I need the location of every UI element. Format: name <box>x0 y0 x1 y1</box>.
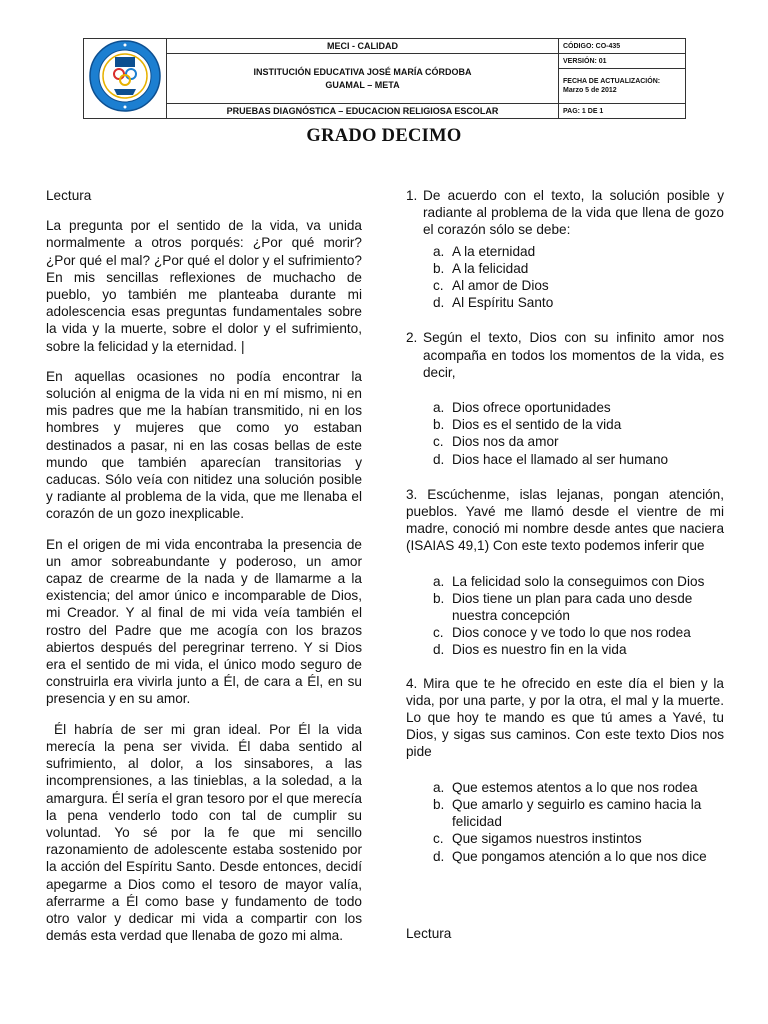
option-item: c. Dios conoce y ve todo lo que nos rodea <box>433 625 691 641</box>
reading-paragraph: Él habría de ser mi gran ideal. Por Él la vida merecía la pena ser vivida. Él daba sentido al sufrimiento, al dolor, a los sinsabores, a las incomprensiones, a las tinieblas, a la soledad, a la amargura. Él sería el gran tesoro por el que merecía la pena venderlo todo con tal de cumplir su voluntad. Yo sé por la fe que mi sencillo razonamiento de adolescente estaba sostenido por la acción del Espíritu Santo. Desde entonces, decidí apegarme a Dios como el tesoro de mayor valía, aferrarme a Él como base y fundamento de todo otro valor y dedicar mi vida a compartir con los demás esta verdad que llenaba de gozo mi alma. <box>46 721 362 944</box>
question-1 <box>406 187 724 239</box>
page-cell: PAG: 1 DE 1 <box>559 104 686 119</box>
update-date: Marzo 5 de 2012 <box>563 87 617 94</box>
question-text: Mira que te he ofrecido en este día el bien y la vida, por una parte, y por la otra, el mal y la muerte. Lo que hoy te mando es que tú ames a Yavé, tu Dios, y sigas sus caminos. Con este texto Dios nos pide <box>406 675 724 760</box>
option-item: c. Dios nos da amor <box>433 434 559 450</box>
question-number: 2. <box>406 330 418 346</box>
option-item: a. La felicidad solo la conseguimos con Dios <box>433 573 705 589</box>
option-item: d. Que pongamos atención a lo que nos dice <box>433 848 707 864</box>
test-title-cell: PRUEBAS DIAGNÓSTICA – EDUCACION RELIGIOSA ESCOLAR <box>167 104 559 119</box>
version-cell: VERSIÓN: 01 <box>559 54 686 69</box>
question-3 <box>406 486 724 555</box>
page-title: GRADO DECIMO <box>306 126 462 146</box>
question-3-options <box>406 573 724 659</box>
option-item: b. A la felicidad <box>433 260 529 276</box>
reading-heading: Lectura <box>46 188 92 203</box>
second-reading-heading: Lectura <box>406 925 452 941</box>
question-text: De acuerdo con el texto, la solución posible y radiante al problema de la vida que llena de gozo el corazón sólo se debe: <box>423 188 724 238</box>
reading-paragraph: En el origen de mi vida encontraba la presencia de un amor sobreabundante y poderoso, un amor capaz de crearme de la nada y de llamarme a la existencia; del amor único e incomparable de Dios, mi Creador. Y al final de mi vida veía también el rostro del Padre que me acogía con los brazos abiertos después del peregrinar terreno. Y si Dios era el sentido de mi vida, el único modo seguro de construirla era vivirla junto a Él, de cara a Él, en su presencia y en su amor. <box>46 536 362 707</box>
institution-name: INSTITUCIÓN EDUCATIVA JOSÉ MARÍA CÓRDOBA <box>253 67 472 77</box>
institution-location: GUAMAL – META <box>325 80 400 90</box>
option-item: d. Al Espíritu Santo <box>433 295 554 311</box>
question-4 <box>406 675 724 761</box>
option-item: c. Al amor de Dios <box>433 278 549 294</box>
question-2 <box>406 329 724 381</box>
option-item: b. Dios es el sentido de la vida <box>433 417 622 433</box>
meci-calidad-cell: MECI - CALIDAD <box>167 39 559 54</box>
question-4-options <box>406 779 724 865</box>
question-text: Escúchenme, islas lejanas, pongan atención, pueblos. Yavé me llamó desde el vientre de mi madre, conoció mi nombre desde antes que naciera (ISAIAS 49,1) Con este texto podemos inferir que <box>406 486 724 554</box>
option-item: c. Que sigamos nuestros instintos <box>433 831 642 847</box>
question-number: 3. <box>406 486 418 502</box>
question-text: Según el texto, Dios con su infinito amor nos acompaña en todos los momentos de la vida, es decir, <box>423 330 724 380</box>
option-item: a. Dios ofrece oportunidades <box>433 400 611 416</box>
questions-column <box>406 187 724 942</box>
header-table <box>83 38 686 119</box>
question-1-options <box>406 243 724 312</box>
update-cell <box>559 69 686 104</box>
school-seal-icon <box>88 39 162 113</box>
reading-paragraph: En aquellas ocasiones no podía encontrar la solución al enigma de la vida ni en mí mismo, ni en mis padres que me la habían transmitido, ni en los hombres y mujeres que como yo estaban destinados a pasar, ni en las cosas bellas de este mundo que también aparecían transitorias y caducas. Sólo veía con nitidez una solución posible y radiante al problema de la vida, que me llenaba el corazón de un gozo inexplicable. <box>46 368 362 522</box>
option-item: d. Dios hace el llamado al ser humano <box>433 451 669 467</box>
update-label: FECHA DE ACTUALIZACIÓN: <box>563 78 661 85</box>
reading-paragraph: La pregunta por el sentido de la vida, va unida normalmente a otros porqués: ¿Por qué morir? ¿Por qué el mal? ¿Por qué el dolor y el sufrimiento? En mis sencillas reflexiones de muchacho de pueblo, yo también me planteaba durante mi adolescencia esas preguntas fundamentales sobre la vida y la muerte, sobre el dolor y el sufrimiento, sobre la felicidad y la eternidad. | <box>46 218 362 354</box>
option-item: b. Que amarlo y seguirlo es camino hacia la felicidad <box>433 796 702 830</box>
question-number: 4. <box>406 675 418 691</box>
option-item: a. Que estemos atentos a lo que nos rodea <box>433 779 698 795</box>
question-2-options <box>406 399 724 468</box>
option-item: d. Dios es nuestro fin en la vida <box>433 642 627 658</box>
code-cell: CÓDIGO: CO-435 <box>559 39 686 54</box>
option-item: b. Dios tiene un plan para cada uno desde nuestra concepción <box>433 590 693 624</box>
institution-cell <box>167 54 559 104</box>
reading-column <box>46 187 362 957</box>
school-logo-cell <box>84 39 167 119</box>
option-item: a. A la eternidad <box>433 243 536 259</box>
question-number: 1. <box>406 188 418 203</box>
